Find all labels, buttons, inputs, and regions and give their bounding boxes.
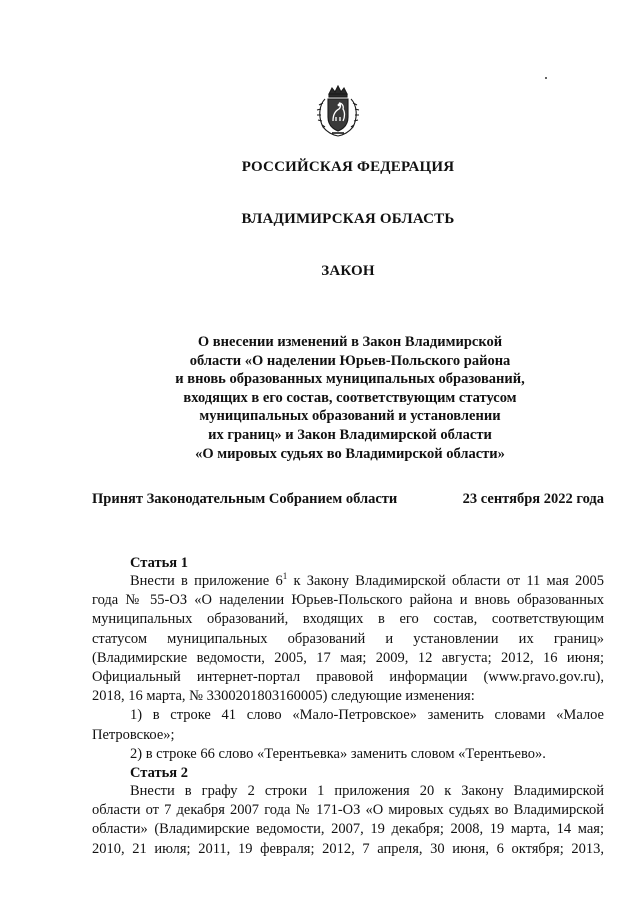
law-title-line: муниципальных образований и установлении	[199, 408, 501, 425]
coat-of-arms-icon	[315, 85, 361, 137]
law-title-line: области «О наделении Юрьев-Польского района	[189, 352, 511, 369]
article-1-line	[92, 572, 604, 591]
law-title-line: О внесении изменений в Закон Владимирской	[197, 334, 503, 350]
scan-speck	[545, 77, 547, 79]
law-title-line: и вновь образованных муниципальных образований,	[175, 371, 525, 388]
article-1-line: Официальный интернет-портал правовой информации (www.pravo.gov.ru),	[92, 669, 604, 686]
article-2-line: 2010, 21 июля; 2011, 19 февраля; 2012, 7 апреля, 30 июня, 6 октября; 2013,	[92, 840, 604, 857]
law-title	[100, 333, 600, 463]
article-1-item-2: 2) в строке 66 слово «Терентьевка» заменить словом «Терентьево».	[130, 745, 546, 762]
article-2-body	[92, 782, 604, 859]
article-2-line: области» (Владимирские ведомости, 2007, 19 декабря; 2008, 19 марта, 14 мая;	[92, 821, 604, 838]
region-heading: ВЛАДИМИРСКАЯ ОБЛАСТЬ	[241, 211, 455, 227]
law-title-line: входящих в его состав, соответствующим статусом	[183, 389, 517, 406]
article-1-body	[92, 572, 604, 764]
article-1-heading: Статья 1	[130, 555, 188, 571]
article-1-line: статусом муниципальных образований и установлении их границ»	[92, 630, 604, 647]
article-1-line: 2018, 16 марта, № 3300201803160005) следующие изменения:	[92, 688, 475, 705]
superscript: 1	[282, 572, 288, 581]
article-2-heading: Статья 2	[130, 765, 188, 781]
law-title-line: их границ» и Закон Владимирской области	[208, 426, 492, 443]
adoption-label: Принят Законодательным Собранием области	[92, 491, 398, 507]
article-1-line: года № 55-ОЗ «О наделении Юрьев-Польского района и вновь образованных	[92, 592, 604, 609]
adoption-date: 23 сентября 2022 года	[462, 491, 604, 507]
country-heading: РОССИЙСКАЯ ФЕДЕРАЦИЯ	[241, 159, 455, 175]
law-title-line: «О мировых судьях во Владимирской области»	[195, 445, 505, 462]
article-1-item-1-cont: Петровское»;	[92, 726, 175, 743]
article-1-line: (Владимирские ведомости, 2005, 17 мая; 2009, 12 августа; 2012, 16 июня;	[92, 649, 604, 666]
article-1-item-1: 1) в строке 41 слово «Мало-Петровское» заменить словами «Малое	[130, 707, 604, 724]
document-type-heading: ЗАКОН	[321, 263, 375, 279]
article-2-line: Внести в графу 2 строки 1 приложения 20 к Закону Владимирской	[130, 783, 604, 799]
article-2-line: области от 7 декабря 2007 года № 171-ОЗ «О мировых судьях во Владимирской	[92, 802, 604, 819]
article-1-line-text: Внести в приложение 6	[130, 573, 283, 589]
adoption-line	[92, 490, 604, 508]
article-1-line-text: к Закону Владимирской области от 11 мая 2005	[287, 573, 604, 589]
article-1-line: муниципальных образований, входящих в его состав, соответствующим	[92, 611, 604, 628]
